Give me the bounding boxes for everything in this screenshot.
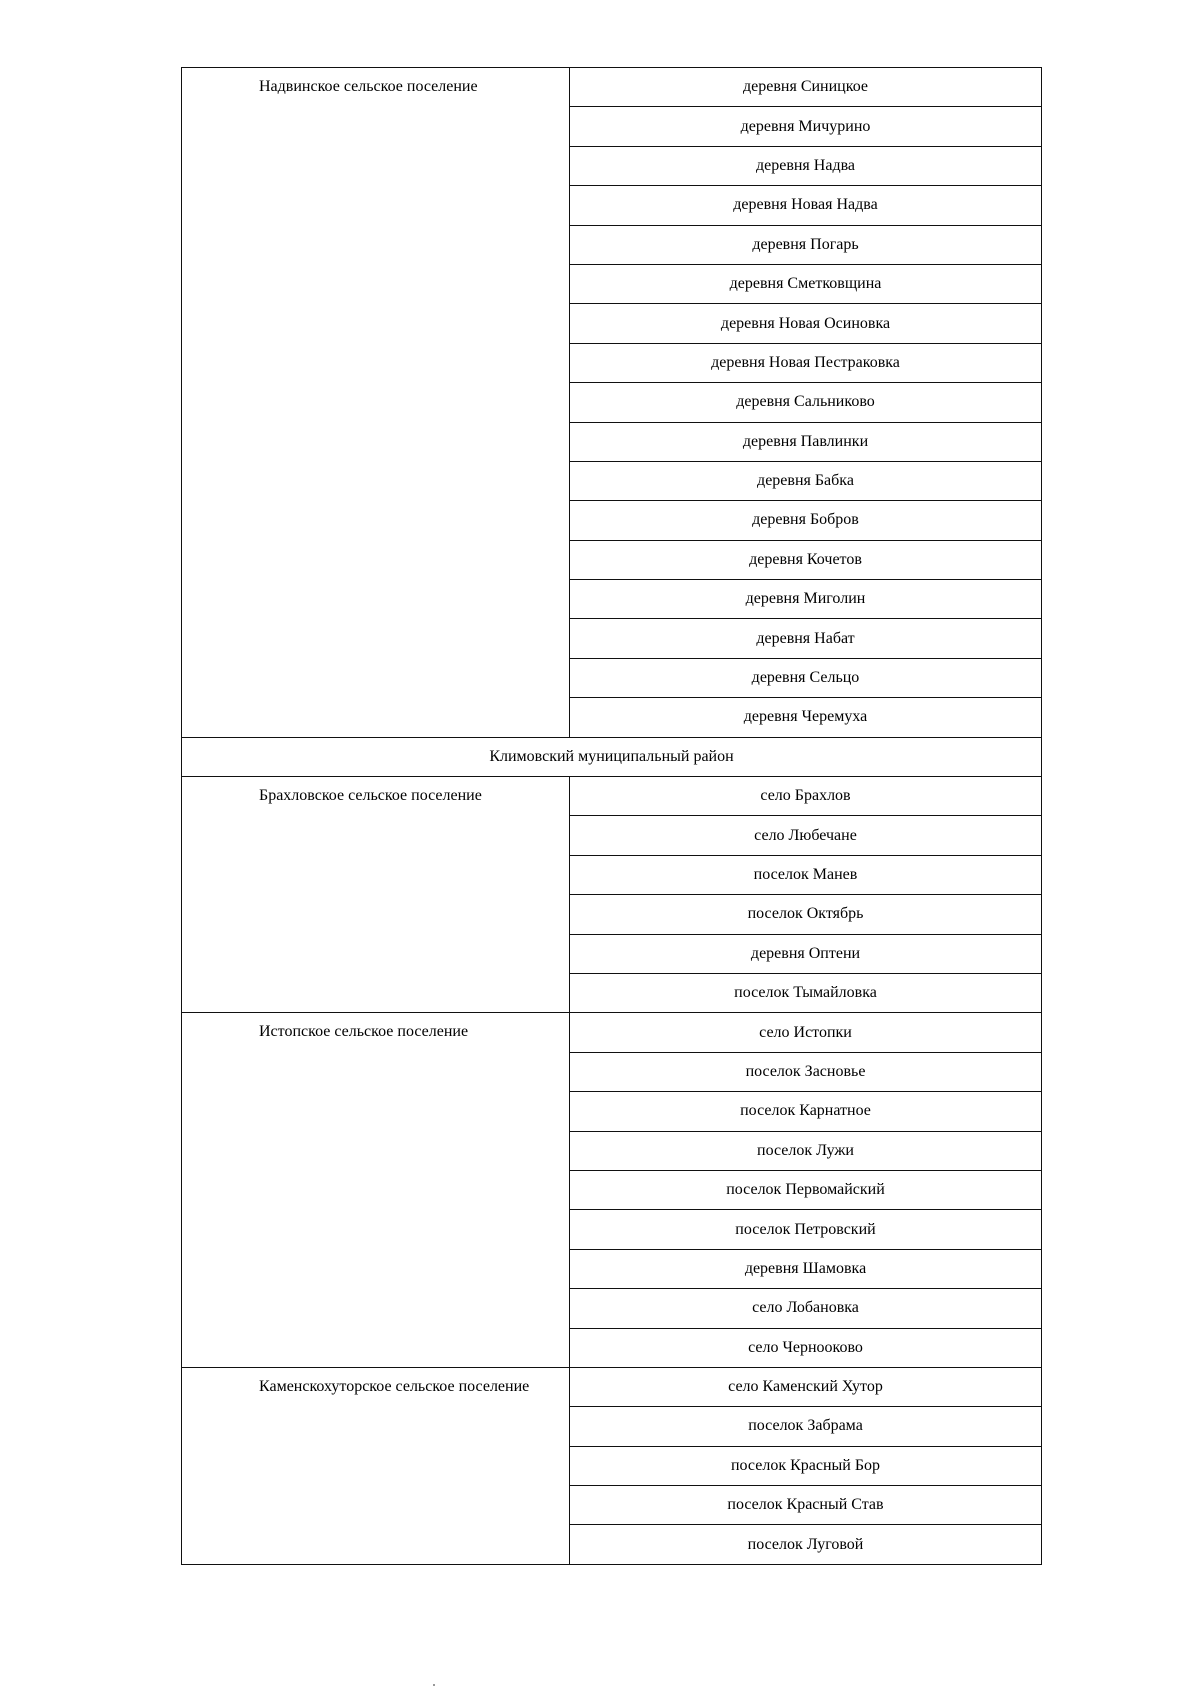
village-name: поселок Петровский [570, 1210, 1042, 1249]
village-name: поселок Луговой [570, 1525, 1042, 1564]
village-name: деревня Шамовка [570, 1249, 1042, 1288]
village-name: деревня Синицкое [570, 68, 1042, 107]
village-name: поселок Забрама [570, 1407, 1042, 1446]
village-name: деревня Набат [570, 619, 1042, 658]
village-name: деревня Сельцо [570, 658, 1042, 697]
settlement-cell [182, 777, 570, 1013]
scan-artifact [433, 1684, 435, 1686]
village-name: село Каменский Хутор [570, 1367, 1042, 1406]
settlements-table-body [182, 68, 1042, 1565]
village-name: село Брахлов [570, 777, 1042, 816]
village-name: село Чернооково [570, 1328, 1042, 1367]
village-name: поселок Тымайловка [570, 973, 1042, 1012]
village-name: поселок Октябрь [570, 895, 1042, 934]
village-name: поселок Красный Бор [570, 1446, 1042, 1485]
village-name: деревня Оптени [570, 934, 1042, 973]
village-name: деревня Бабка [570, 461, 1042, 500]
district-heading: Климовский муниципальный район [182, 737, 1042, 776]
village-name: поселок Карнатное [570, 1092, 1042, 1131]
village-name: деревня Сальниково [570, 383, 1042, 422]
table-row [182, 1367, 1042, 1406]
settlement-name: Надвинское сельское поселение [259, 78, 478, 95]
village-name: село Истопки [570, 1013, 1042, 1052]
settlements-table [181, 67, 1042, 1565]
settlement-name: Истопское сельское поселение [259, 1023, 469, 1041]
village-name: деревня Бобров [570, 501, 1042, 540]
village-name: село Любечане [570, 816, 1042, 855]
village-name: деревня Павлинки [570, 422, 1042, 461]
village-name: деревня Новая Осиновка [570, 304, 1042, 343]
settlement-cell [182, 1367, 570, 1564]
village-name: деревня Надва [570, 146, 1042, 185]
village-name: поселок Манев [570, 855, 1042, 894]
village-name: поселок Красный Став [570, 1486, 1042, 1525]
village-name: поселок Лужи [570, 1131, 1042, 1170]
village-name: деревня Миголин [570, 580, 1042, 619]
settlement-name: Брахловское сельское поселение [259, 787, 482, 805]
table-row [182, 1013, 1042, 1052]
settlement-name: Каменскохуторское сельское поселение [259, 1377, 530, 1395]
village-name: деревня Сметковщина [570, 264, 1042, 303]
village-name: деревня Мичурино [570, 107, 1042, 146]
village-name: деревня Кочетов [570, 540, 1042, 579]
table-row [182, 777, 1042, 816]
settlement-cell [182, 68, 570, 738]
village-name: деревня Новая Пестраковка [570, 343, 1042, 382]
table-row [182, 68, 1042, 107]
village-name: деревня Погарь [570, 225, 1042, 264]
village-name: деревня Черемуха [570, 698, 1042, 737]
village-name: село Лобановка [570, 1289, 1042, 1328]
village-name: деревня Новая Надва [570, 186, 1042, 225]
settlement-cell [182, 1013, 570, 1368]
district-row [182, 737, 1042, 776]
village-name: поселок Первомайский [570, 1170, 1042, 1209]
village-name: поселок Засновье [570, 1052, 1042, 1091]
